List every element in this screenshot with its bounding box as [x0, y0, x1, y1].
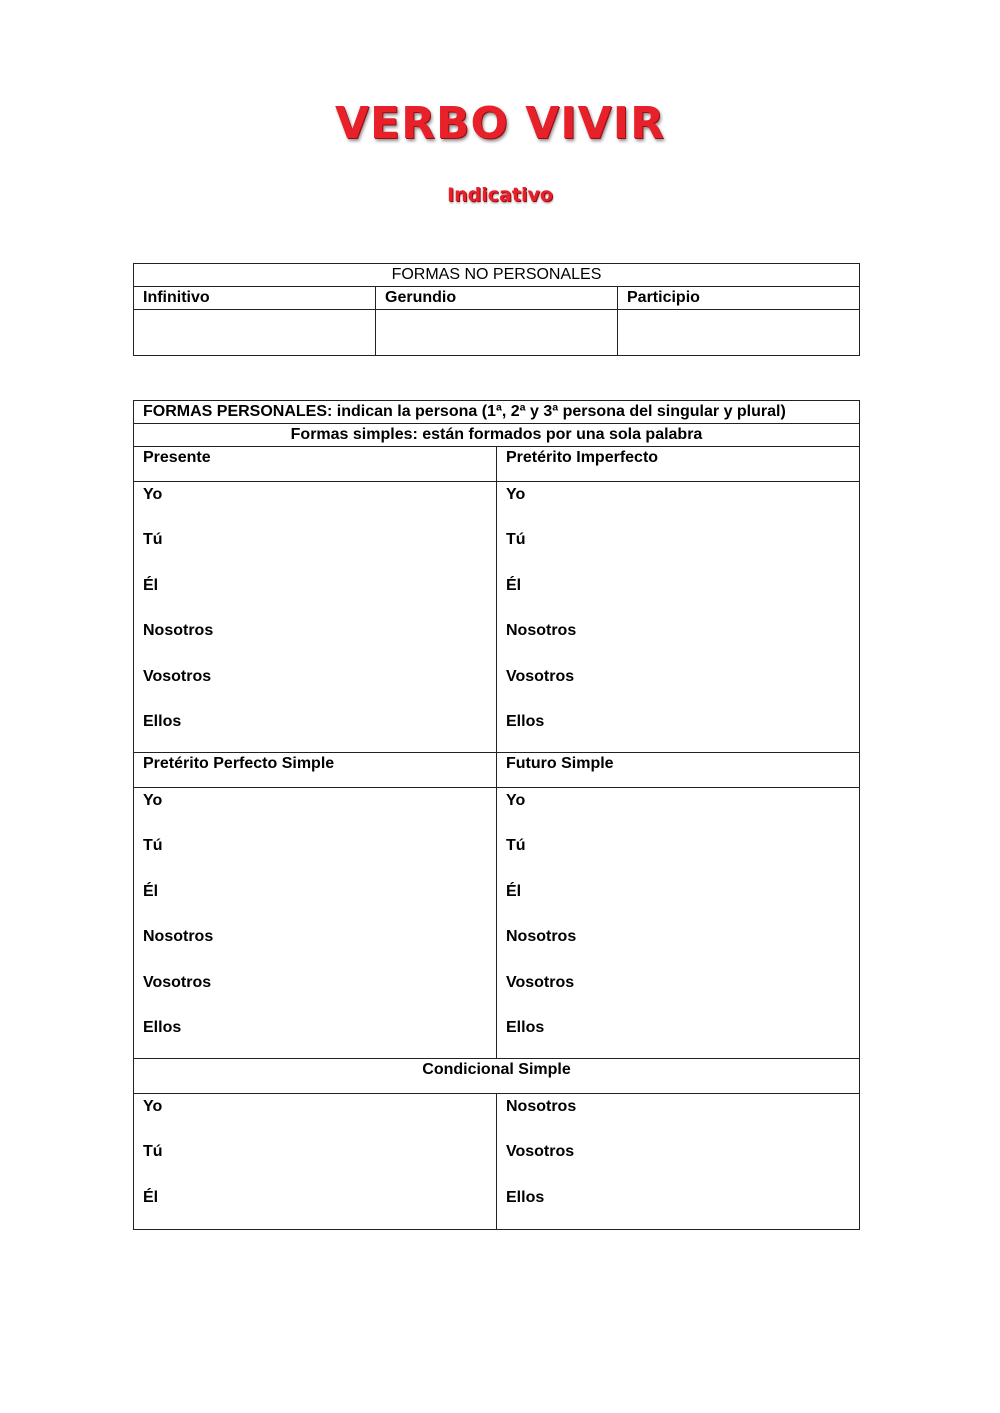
- condicional-plural-cell[interactable]: [497, 1094, 860, 1230]
- pronoun-label: Nosotros: [143, 622, 214, 640]
- pronoun-label: Ellos: [143, 1018, 182, 1036]
- pronoun-label: Nosotros: [506, 622, 577, 640]
- pronoun-label: Vosotros: [506, 973, 575, 991]
- personales-title: FORMAS PERSONALES: indican la persona (1ª, 2ª y 3ª persona del singular y plural): [134, 401, 860, 424]
- pronoun-label: Él: [143, 576, 159, 594]
- perfecto-simple-cell[interactable]: [134, 788, 497, 1059]
- personales-table: [133, 400, 860, 1230]
- pronoun-label: Tú: [143, 1143, 163, 1161]
- condicional-singular-cell[interactable]: [134, 1094, 497, 1230]
- condicional-header: Condicional Simple: [134, 1059, 860, 1094]
- pronoun-label: Yo: [506, 792, 526, 809]
- imperfecto-header: Pretérito Imperfecto: [497, 447, 860, 482]
- pronoun-label: Él: [506, 576, 522, 594]
- pronoun-label: Ellos: [506, 1018, 545, 1036]
- imperfecto-cell[interactable]: [497, 482, 860, 753]
- pronoun-label: Vosotros: [506, 1143, 575, 1161]
- page-subtitle: Indicativo: [447, 184, 553, 206]
- page-title: VERBO VIVIR: [335, 98, 665, 149]
- pronoun-label: Él: [143, 882, 159, 900]
- pronoun-label: Vosotros: [143, 973, 212, 991]
- pronoun-label: Tú: [143, 837, 163, 855]
- pronoun-label: Nosotros: [506, 1098, 577, 1115]
- pronoun-label: Yo: [143, 486, 163, 503]
- pronoun-label: Nosotros: [143, 928, 214, 946]
- futuro-cell[interactable]: [497, 788, 860, 1059]
- pronoun-label: Vosotros: [506, 667, 575, 685]
- pronoun-label: Ellos: [143, 712, 182, 730]
- pronoun-label: Ellos: [506, 1188, 545, 1206]
- gerundio-header: Gerundio: [376, 287, 618, 310]
- gerundio-answer-cell[interactable]: [376, 310, 618, 356]
- pronoun-label: Yo: [143, 1098, 163, 1115]
- futuro-header: Futuro Simple: [497, 753, 860, 788]
- pronoun-label: Vosotros: [143, 667, 212, 685]
- participio-answer-cell[interactable]: [618, 310, 860, 356]
- pronoun-label: Tú: [506, 837, 526, 855]
- participio-header: Participio: [618, 287, 860, 310]
- no-personales-title: FORMAS NO PERSONALES: [134, 264, 860, 287]
- infinitivo-header: Infinitivo: [134, 287, 376, 310]
- pronoun-label: Tú: [143, 531, 163, 549]
- presente-header: Presente: [134, 447, 497, 482]
- no-personales-table: [133, 263, 860, 356]
- pronoun-label: Tú: [506, 531, 526, 549]
- presente-cell[interactable]: [134, 482, 497, 753]
- infinitivo-answer-cell[interactable]: [134, 310, 376, 356]
- pronoun-label: Ellos: [506, 712, 545, 730]
- pronoun-label: Él: [506, 882, 522, 900]
- pronoun-label: Yo: [143, 792, 163, 809]
- pronoun-label: Yo: [506, 486, 526, 503]
- pronoun-label: Nosotros: [506, 928, 577, 946]
- simples-title: Formas simples: están formados por una sola palabra: [134, 424, 860, 447]
- perfecto-simple-header: Pretérito Perfecto Simple: [134, 753, 497, 788]
- pronoun-label: Él: [143, 1188, 159, 1206]
